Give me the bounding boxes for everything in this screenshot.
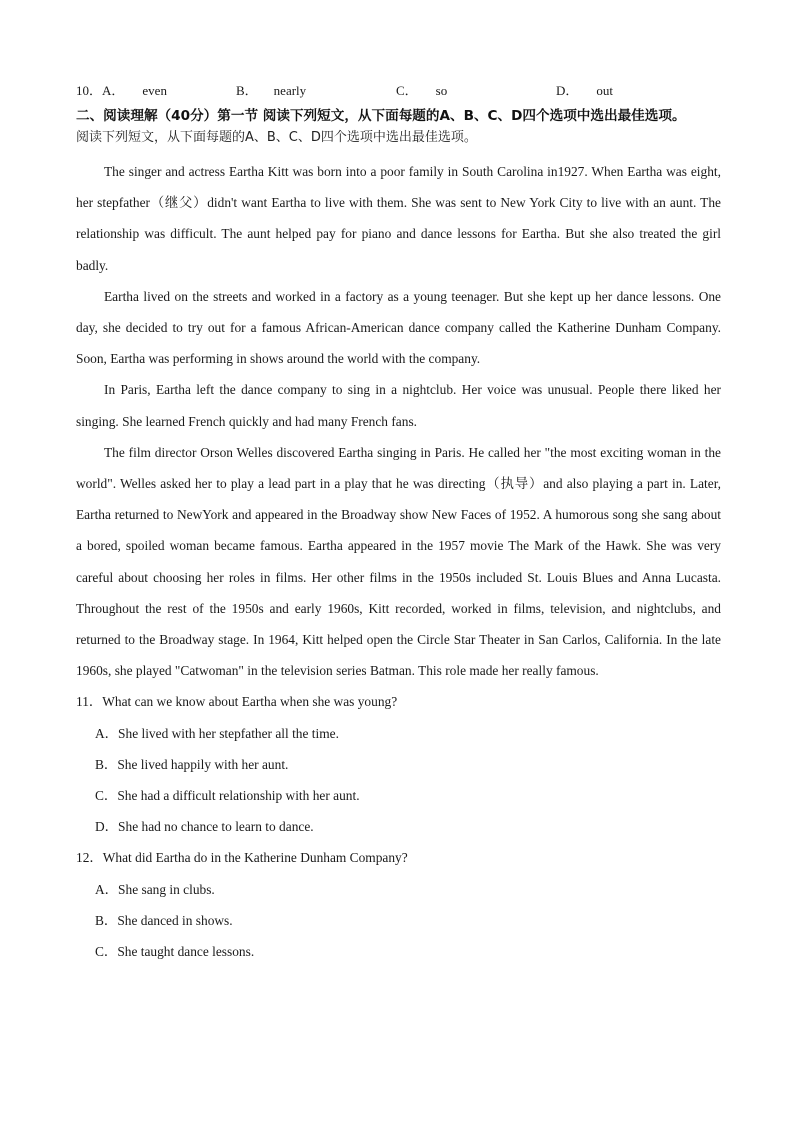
q10-option-b-text: nearly xyxy=(273,83,307,98)
exam-page xyxy=(76,80,721,967)
q10-option-c xyxy=(396,80,447,102)
passage-paragraph: Eartha lived on the streets and worked in a factory as a young teenager. But she kept up her dance lessons. One day, she decided to try out for a famous African-American dance company called the Katherine Dunham Company. Soon, Eartha was performing in shows around the world with the company. xyxy=(76,288,721,367)
q10-option-d-text: out xyxy=(596,83,614,98)
q10-option-a xyxy=(76,80,167,102)
question-11-choice-b: B．She lived happily with her aunt. xyxy=(95,756,289,772)
question-11 xyxy=(76,686,721,842)
passage-paragraph: In Paris, Eartha left the dance company to sing in a nightclub. Her voice was unusual. People there liked her singing. She learned French quickly and had many French fans. xyxy=(76,382,721,429)
section-title: 二、阅读理解（40分）第一节 阅读下列短文，从下面每题的A、B、C、D四个选项中选出最佳选项。 xyxy=(76,108,686,124)
question-12-stem: 12．What did Eartha do in the Katherine Dunham Company? xyxy=(76,850,408,866)
question-12-choice-a: A．She sang in clubs. xyxy=(95,881,215,897)
question-12-choice-c: C．She taught dance lessons. xyxy=(95,944,255,960)
question-12-choice-b: B．She danced in shows. xyxy=(95,912,233,928)
q10-option-d-letter: D． xyxy=(556,83,579,98)
question-11-choice-c: C．She had a difficult relationship with her aunt. xyxy=(95,788,360,804)
q10-option-a-text: even xyxy=(142,83,167,98)
section-instruction: 阅读下列短文，从下面每题的A、B、C、D四个选项中选出最佳选项。 xyxy=(76,130,477,145)
q10-option-a-letter: A． xyxy=(102,83,125,98)
question-12 xyxy=(76,842,721,967)
question-11-stem: 11．What can we know about Eartha when she was young? xyxy=(76,694,398,710)
q10-option-c-letter: C． xyxy=(396,83,418,98)
q10-number: 10． xyxy=(76,83,103,98)
q10-option-b-letter: B． xyxy=(236,83,258,98)
question-10-options xyxy=(76,80,721,102)
q10-option-d xyxy=(556,80,613,102)
question-11-choice-a: A．She lived with her stepfather all the time. xyxy=(95,725,339,741)
passage-paragraph: The singer and actress Eartha Kitt was born into a poor family in South Carolina in1927. When Eartha was eight, her stepfather（继父）didn't want Eartha to live with them. She was sent to New York City to live with an aunt. The relationship was difficult. The aunt helped pay for piano and dance lessons for Eartha. But she also treated the girl badly. xyxy=(76,164,721,273)
q10-option-b xyxy=(236,80,306,102)
passage-paragraph: The film director Orson Welles discovered Eartha singing in Paris. He called her "the most exciting woman in the world". Welles asked her to play a lead part in a play that he was directing（执导）and also playing a part in. Later, Eartha returned to NewYork and appeared in the Broadway show New Faces of 1952. A humorous song she sang about a bored, spoiled woman became famous. Eartha appeared in the 1957 movie The Mark of the Hawk. She was very careful about choosing her roles in films. Her other films in the 1950s included St. Louis Blues and Anna Lucasta. Throughout the rest of the 1950s and early 1960s, Kitt recorded, worked in films, television, and nightclubs, and returned to the Broadway stage. In 1964, Kitt helped open the Circle Star Theater in San Carlos, California. In the late 1960s, she played "Catwoman" in the television series Batman. This role made her really famous. xyxy=(76,444,721,679)
q10-option-c-text: so xyxy=(435,83,448,98)
reading-passage xyxy=(76,156,721,686)
question-11-choice-d: D．She had no chance to learn to dance. xyxy=(95,819,314,835)
